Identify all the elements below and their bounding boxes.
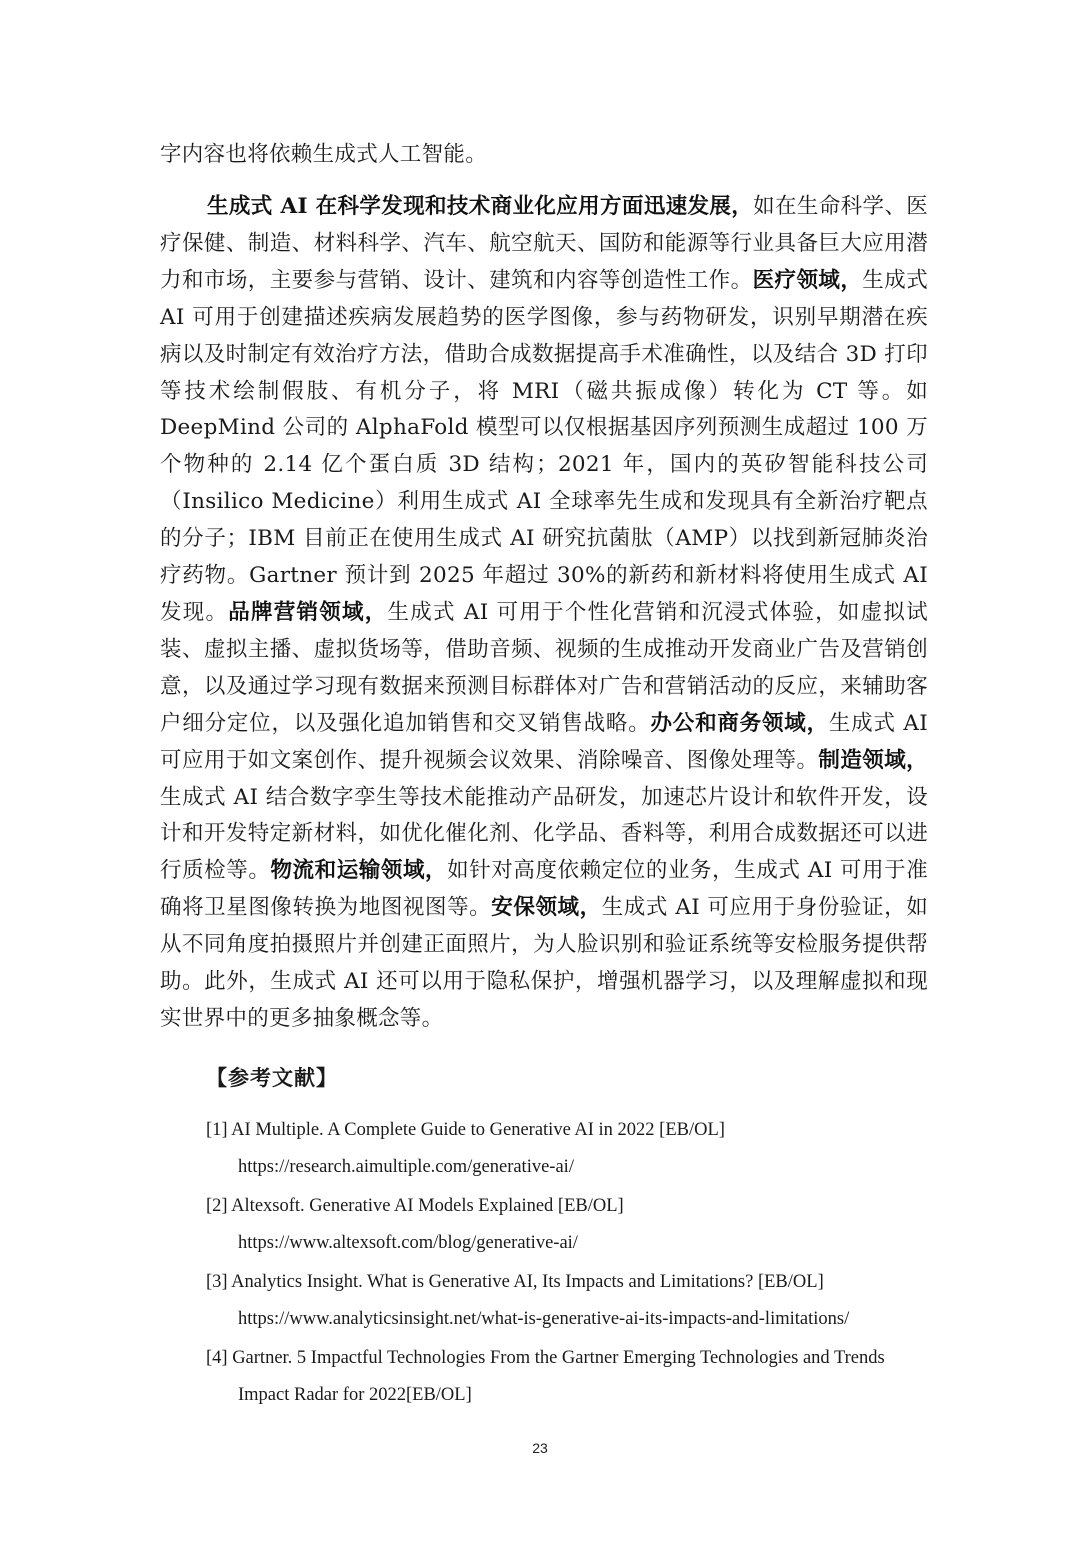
reference-item <box>206 1188 936 1262</box>
reference-url: https://www.analyticsinsight.net/what-is-generative-ai-its-impacts-and-limitations/ <box>238 1309 850 1329</box>
paragraph1-text: 字内容也将依赖生成式人工智能。 <box>160 142 488 167</box>
office-field-text: 生成式 AI 可应用于如文案创作、提升视频会议效果、消除噪音、图像处理等。 <box>160 710 929 773</box>
reference-continuation: Impact Radar for 2022[EB/OL] <box>238 1385 472 1405</box>
medical-field-label: 医疗领域， <box>752 267 863 293</box>
marketing-field-label: 品牌营销领域， <box>228 599 388 625</box>
references-heading: 【参考文献】 <box>206 1065 338 1090</box>
medical-field-text: 生成式 AI 可用于创建描述疾病发展趋势的医学图像，参与药物研发，识别早期潜在疾病以及时制定有效治疗方法，借助合成数据提高手术准确性，以及结合 3D 打印等技术绘制假肢、有机分子，将 MRI（磁共振成像）转化为 CT 等。如 DeepMind 公司的 AlphaFold 模型可以仅根据基因序列预测生成超过 100 万个物种的 2.14 亿个蛋白质 3D 结构；2021 年，国内的英矽智能科技公司（Insilico Medicine）利用生成式 AI 全球率先生成和发现具有全新治疗靶点的分子；IBM 目前正在使用生成式 AI 研究抗菌肽（AMP）以找到新冠肺炎治疗药物。Gartner 预计到 2025 年超过 30%的新药和新材料将使用生成式 AI 发现。 <box>160 267 928 625</box>
reference-item <box>206 1264 936 1338</box>
logistics-field-text: 如针对高度依赖定位的业务，生成式 AI 可用于准确将卫星图像转换为地图视图等。 <box>160 858 928 921</box>
office-field-label: 办公和商务领域， <box>650 710 829 736</box>
paragraph-applications <box>160 189 928 1038</box>
reference-title: [1] AI Multiple. A Complete Guide to Generative AI in 2022 [EB/OL] <box>206 1120 725 1140</box>
reference-title: [2] Altexsoft. Generative AI Models Explained [EB/OL] <box>206 1196 624 1216</box>
references-list <box>206 1112 936 1416</box>
manufacturing-field-text: 生成式 AI 结合数字孪生等技术能推动产品研发，加速芯片设计和软件开发，设计和开发特定新材料，如优化催化剂、化学品、香料等，利用合成数据还可以进行质检等。 <box>160 784 928 884</box>
reference-title: [4] Gartner. 5 Impactful Technologies From the Gartner Emerging Technologies and Trends <box>206 1348 885 1368</box>
reference-item <box>206 1112 936 1186</box>
lead-sentence-text: 如在生命科学、医疗保健、制造、材料科学、汽车、航空航天、国防和能源等行业具备巨大应用潜力和市场，主要参与营销、设计、建筑和内容等创造性工作。 <box>160 194 928 293</box>
logistics-field-label: 物流和运输领域， <box>270 858 448 884</box>
reference-title: [3] Analytics Insight. What is Generative AI, Its Impacts and Limitations? [EB/OL] <box>206 1272 824 1292</box>
reference-url: https://www.altexsoft.com/blog/generative-ai/ <box>238 1233 578 1253</box>
page-number: 23 <box>532 1440 548 1456</box>
security-field-label: 安保领域， <box>491 895 602 921</box>
lead-sentence-bold: 生成式 AI 在科学发现和技术商业化应用方面迅速发展， <box>207 194 754 219</box>
marketing-field-text: 生成式 AI 可用于个性化营销和沉浸式体验，如虚拟试装、虚拟主播、虚拟货场等，借助音频、视频的生成推动开发商业广告及营销创意，以及通过学习现有数据来预测目标群体对广告和营销活动的反应，来辅助客户细分定位，以及强化追加销售和交叉销售战略。 <box>160 599 928 736</box>
reference-url: https://research.aimultiple.com/generative-ai/ <box>238 1157 574 1177</box>
security-field-text: 生成式 AI 可应用于身份验证，如从不同角度拍摄照片并创建正面照片，为人脸识别和验证系统等安检服务提供帮助。此外，生成式 AI 还可以用于隐私保护，增强机器学习，以及理解虚拟和现实世界中的更多抽象概念等。 <box>160 895 928 1031</box>
paragraph-continuation <box>160 137 928 174</box>
reference-item <box>206 1340 936 1414</box>
manufacturing-field-label: 制造领域， <box>818 747 928 773</box>
